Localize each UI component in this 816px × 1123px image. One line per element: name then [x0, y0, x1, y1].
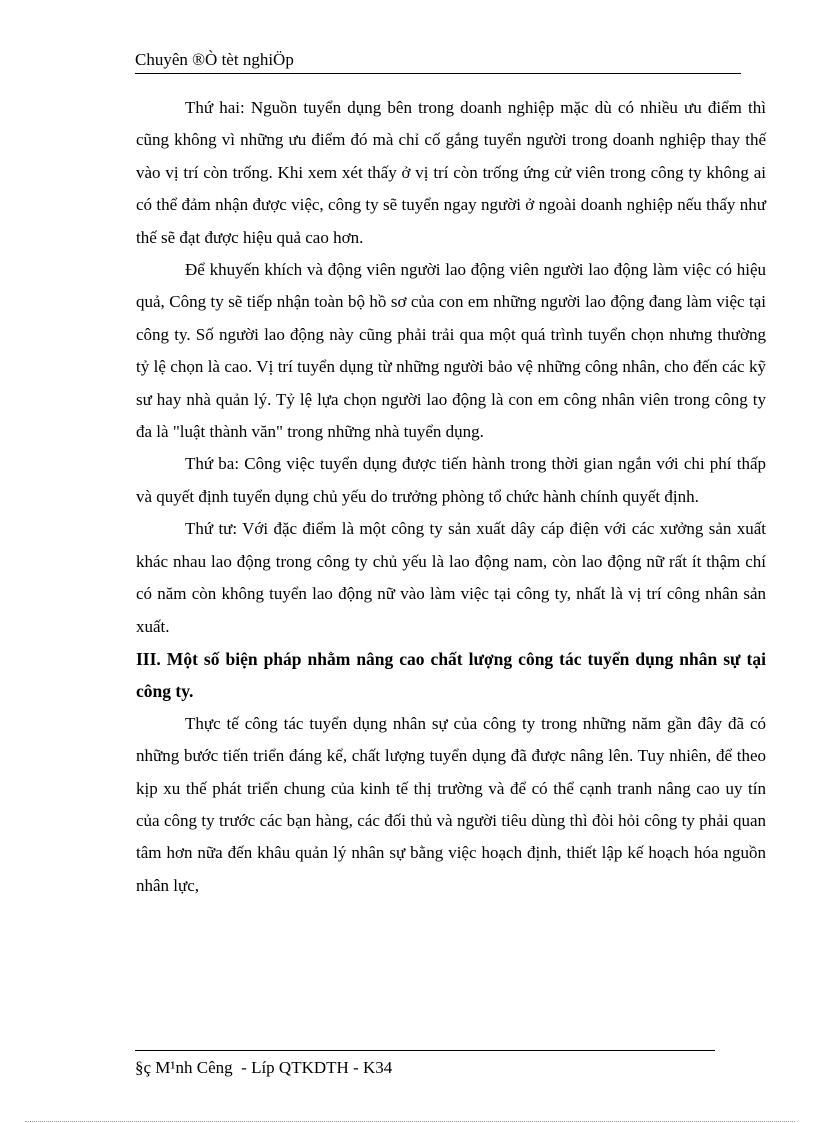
- page-footer: [135, 1057, 392, 1079]
- paragraph-thuc-te: Thực tế công tác tuyển dụng nhân sự của công ty trong những năm gần đây đã có những bước tiến triển đáng kể, chất lượng tuyển dụng đã được nâng lên. Tuy nhiên, để theo kịp xu thế phát triển chung của kinh tế thị trường và để có thể cạnh tranh nâng cao uy tín của công ty trước các bạn hàng, các đối thủ và người tiêu dùng thì đòi hỏi công ty phải quan tâm hơn nữa đến khâu quản lý nhân sự bằng việc hoạch định, thiết lập kế hoạch hóa nguồn nhân lực,: [136, 713, 766, 895]
- paragraph-thu-tu: Thứ tư: Với đặc điểm là một công ty sản xuất dây cáp điện với các xưởng sản xuất khác nhau lao động trong công ty chủ yếu là lao động nam, còn lao động nữ rất ít thậm chí có năm còn không tuyển lao động nữ vào làm việc tại công ty, nhất là vị trí công nhân sản xuất.: [136, 519, 766, 636]
- footer-divider: [135, 1050, 715, 1051]
- document-body: [136, 92, 766, 902]
- footer-author: §ç M¹nh Cêng: [135, 1058, 233, 1077]
- page-edge-divider: [25, 1121, 795, 1122]
- footer-class-info: - Líp QTKDTH - K34: [232, 1058, 393, 1077]
- paragraph-khuyen-khich: Để khuyến khích và động viên người lao động viên người lao động làm việc có hiệu quả, Công ty sẽ tiếp nhận toàn bộ hồ sơ của con em những người lao động đang làm việc tại công ty. Số người lao động này cũng phải trải qua một quá trình tuyển chọn nhưng thường tỷ lệ chọn là cao. Vị trí tuyển dụng từ những người bảo vệ những công nhân, cho đến các kỹ sư hay nhà quản lý. Tỷ lệ lựa chọn người lao động là con em công nhân viên trong công ty đa là "luật thành văn" trong những nhà tuyển dụng.: [136, 260, 766, 442]
- page-header: [135, 48, 741, 74]
- header-title: Chuyên ®Ò tèt nghiÖp: [135, 50, 294, 69]
- paragraph-thu-hai: Thứ hai: Nguồn tuyển dụng bên trong doanh nghiệp mặc dù có nhiều ưu điểm thì cũng không vì những ưu điểm đó mà chỉ cố gắng tuyển người trong doanh nghiệp thay thế vào vị trí còn trống. Khi xem xét thấy ở vị trí còn trống ứng cử viên trong công ty không ai có thể đảm nhận được việc, công ty sẽ tuyển ngay người ở ngoài doanh nghiệp nếu thấy như thế sẽ đạt được hiệu quả cao hơn.: [136, 98, 766, 247]
- paragraph-thu-ba: Thứ ba: Công việc tuyển dụng được tiến hành trong thời gian ngắn với chi phí thấp và quyết định tuyển dụng chủ yếu do trưởng phòng tổ chức hành chính quyết định.: [136, 454, 766, 506]
- section-heading: III. Một số biện pháp nhằm nâng cao chất lượng công tác tuyển dụng nhân sự tại công ty.: [136, 648, 766, 702]
